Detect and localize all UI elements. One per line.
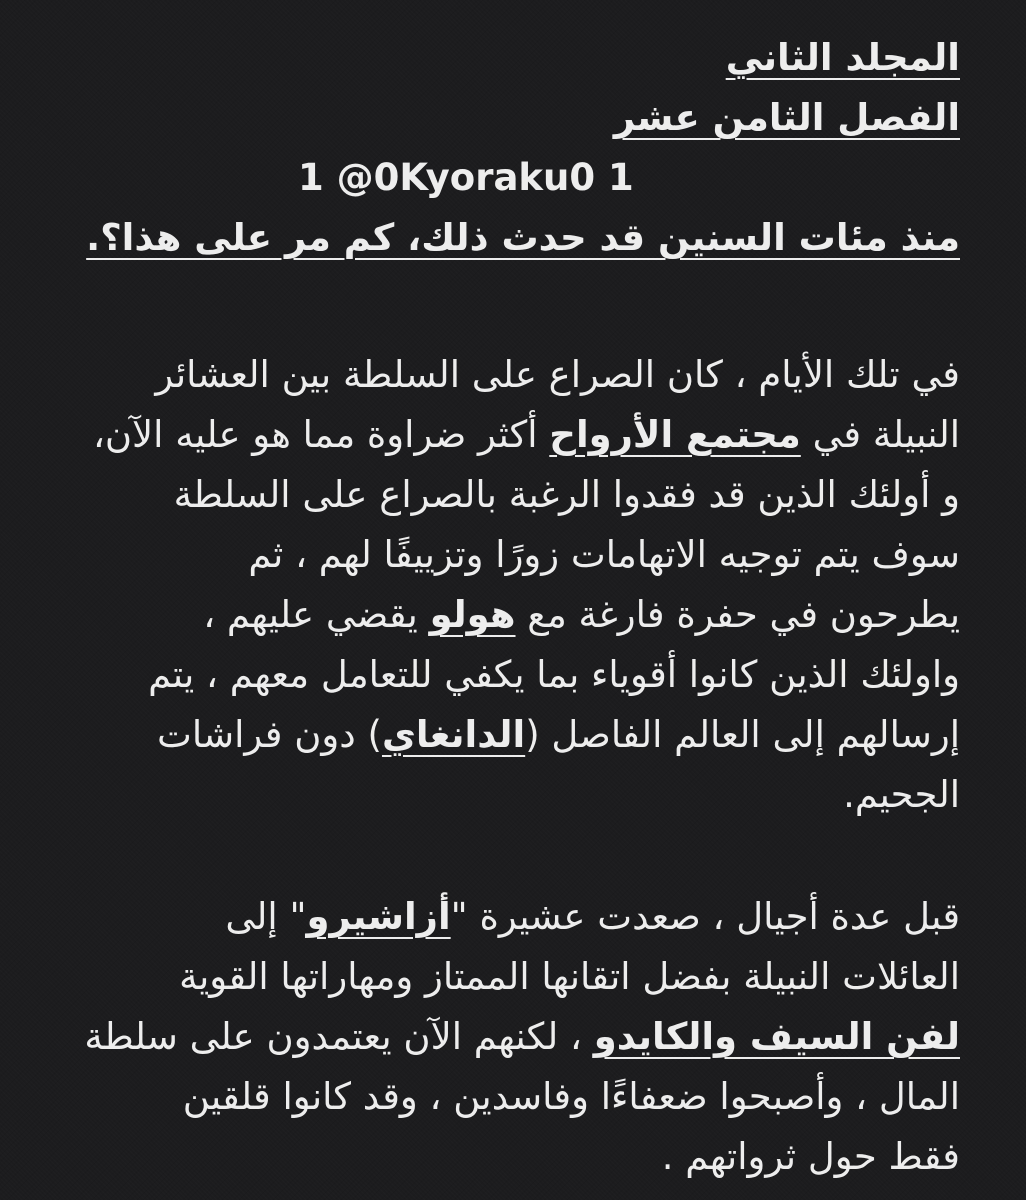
paragraph-1-line-1: في تلك الأيام ، كان الصراع على السلطة بين العشائر [155, 353, 960, 396]
term-soul-society: مجتمع الأرواح [549, 413, 801, 456]
text-segment: ، لكنهم الآن يعتمدون على سلطة [84, 1015, 594, 1058]
paragraph-2-line-2: العائلات النبيلة بفضل اتقانها الممتاز ومهاراتها القوية [179, 955, 960, 998]
paragraph-1-line-5 [60, 585, 960, 645]
paragraph-1-line-4: سوف يتم توجيه الاتهامات زورًا وتزييفًا لهم ، ثم [248, 533, 960, 576]
paragraph-2 [60, 887, 960, 1187]
term-azashiro: أزاشيرو [306, 895, 451, 938]
chapter-title: الفصل الثامن عشر [613, 96, 960, 139]
paragraph-2-line-1 [60, 887, 960, 947]
author-handle: 1 @0Kyoraku0 1 [298, 156, 634, 199]
text-segment: النبيلة في [800, 413, 960, 456]
paragraph-2-line-3 [60, 1007, 960, 1067]
text-segment: قبل عدة أجيال ، صعدت عشيرة " [450, 895, 960, 938]
term-hollow: هولو [429, 593, 516, 636]
text-segment: أكثر ضراوة مما هو عليه الآن، [92, 413, 550, 456]
opening-question: منذ مئات السنين قد حدث ذلك، كم مر على هذا؟. [86, 216, 960, 259]
paragraph-1-line-2 [60, 405, 960, 465]
paragraph-2-line-5: فقط حول ثرواتهم . [661, 1135, 960, 1178]
spacer [60, 268, 960, 345]
paragraph-1 [60, 345, 960, 825]
paragraph-1-line-6: واولئك الذين كانوا أقوياء بما يكفي للتعامل معهم ، يتم [148, 653, 960, 696]
spacer [60, 825, 960, 887]
paragraph-1-line-8: الجحيم. [843, 773, 960, 816]
term-kendo-kido: لفن السيف والكايدو [593, 1015, 960, 1058]
volume-title: المجلد الثاني [725, 36, 960, 79]
text-segment: ) دون فراشات [157, 713, 382, 756]
term-dangai: الدانغاي [381, 713, 526, 756]
document-body [60, 28, 960, 1187]
paragraph-1-line-7 [60, 705, 960, 765]
paragraph-2-line-4: المال ، وأصبحوا ضعفاءًا وفاسدين ، وقد كانوا قلقين [182, 1075, 960, 1118]
text-segment: " إلى [225, 895, 307, 938]
text-segment: يقضي عليهم ، [203, 593, 430, 636]
text-segment: إرسالهم إلى العالم الفاصل ( [525, 713, 960, 756]
text-segment: يطرحون في حفرة فارغة مع [515, 593, 960, 636]
paragraph-1-line-3: و أولئك الذين قد فقدوا الرغبة بالصراع على السلطة [173, 473, 960, 516]
